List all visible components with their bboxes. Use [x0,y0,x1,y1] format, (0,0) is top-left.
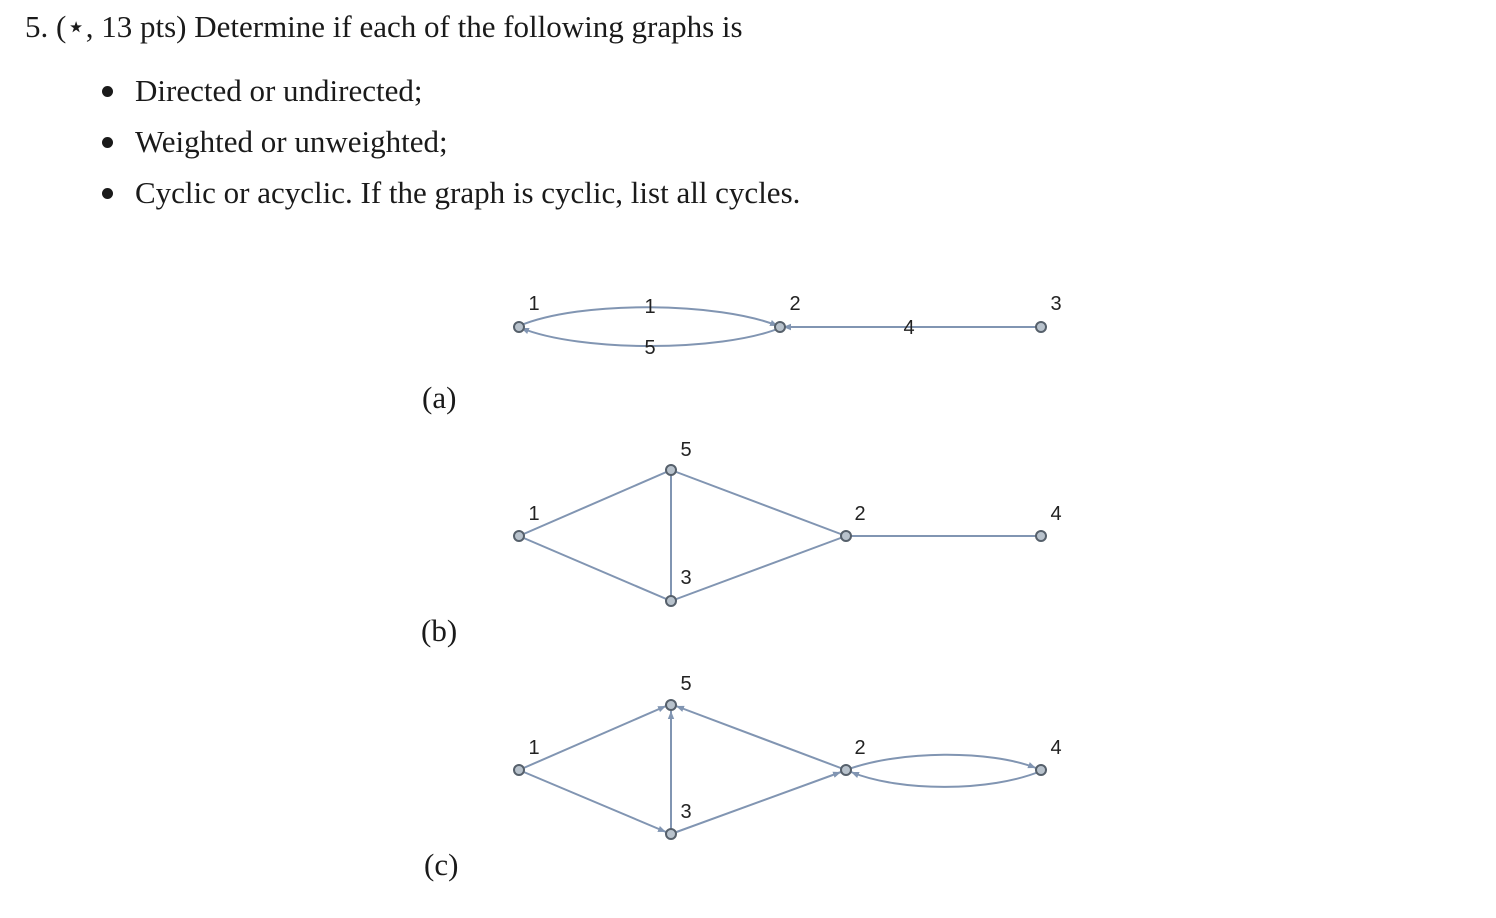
bullet-icon [102,188,113,199]
edge-c-2-5 [676,706,846,770]
vertex-label: 2 [854,737,866,759]
criteria-item-directed [98,70,800,121]
criteria-text: Weighted or unweighted; [135,124,448,159]
edge-b-5-2 [671,470,846,536]
vertex-label: 5 [680,439,692,461]
edge-a-1-2 [519,307,778,326]
criteria-text: Cyclic or acyclic. If the graph is cyclic, list all cycles. [135,175,801,210]
criteria-item-cyclic [98,172,800,223]
vertex-c-5 [666,700,676,710]
subfigure-label-a: (a) [422,380,457,415]
problem-header: 5. (⋆, 13 pts) Determine if each of the following graphs is [25,9,743,44]
criteria-text: Directed or undirected; [135,73,423,108]
subfigure-label-b: (b) [421,613,458,648]
vertex-label: 2 [789,293,801,315]
graph-a [514,293,1062,359]
edge-b-1-5 [519,470,671,536]
vertex-a-3 [1036,322,1046,332]
vertex-label: 3 [1050,293,1062,315]
edge-c-3-2 [671,772,841,834]
vertex-label: 4 [1050,737,1062,759]
edge-weight-label: 5 [644,337,656,359]
vertex-label: 1 [528,503,540,525]
vertex-label: 1 [528,737,540,759]
vertex-b-4 [1036,531,1046,541]
vertex-label: 3 [680,567,692,589]
vertex-c-1 [514,765,524,775]
vertex-b-2 [841,531,851,541]
vertex-c-2 [841,765,851,775]
edge-c-2-4 [846,755,1036,770]
vertex-b-3 [666,596,676,606]
subfigure-label-c: (c) [424,847,459,882]
vertex-b-1 [514,531,524,541]
graph-b [514,439,1062,606]
edge-b-3-2 [671,536,846,601]
edge-c-4-2 [851,771,1041,787]
criteria-list [98,70,800,223]
vertex-label: 1 [528,293,540,315]
vertex-label: 4 [1050,503,1062,525]
vertex-label: 5 [680,673,692,695]
vertex-b-5 [666,465,676,475]
vertex-label: 3 [680,801,692,823]
bullet-icon [102,137,113,148]
edge-b-1-3 [519,536,671,601]
vertex-label: 2 [854,503,866,525]
criteria-item-weighted [98,121,800,172]
edge-c-1-5 [519,706,666,770]
graph-c [514,673,1062,839]
vertex-a-1 [514,322,524,332]
vertex-c-4 [1036,765,1046,775]
bullet-icon [102,86,113,97]
edge-a-2-1 [521,328,780,346]
edge-weight-label: 1 [644,296,656,318]
vertex-c-3 [666,829,676,839]
vertex-a-2 [775,322,785,332]
edge-c-1-3 [519,770,666,832]
edge-weight-label: 4 [903,317,915,339]
